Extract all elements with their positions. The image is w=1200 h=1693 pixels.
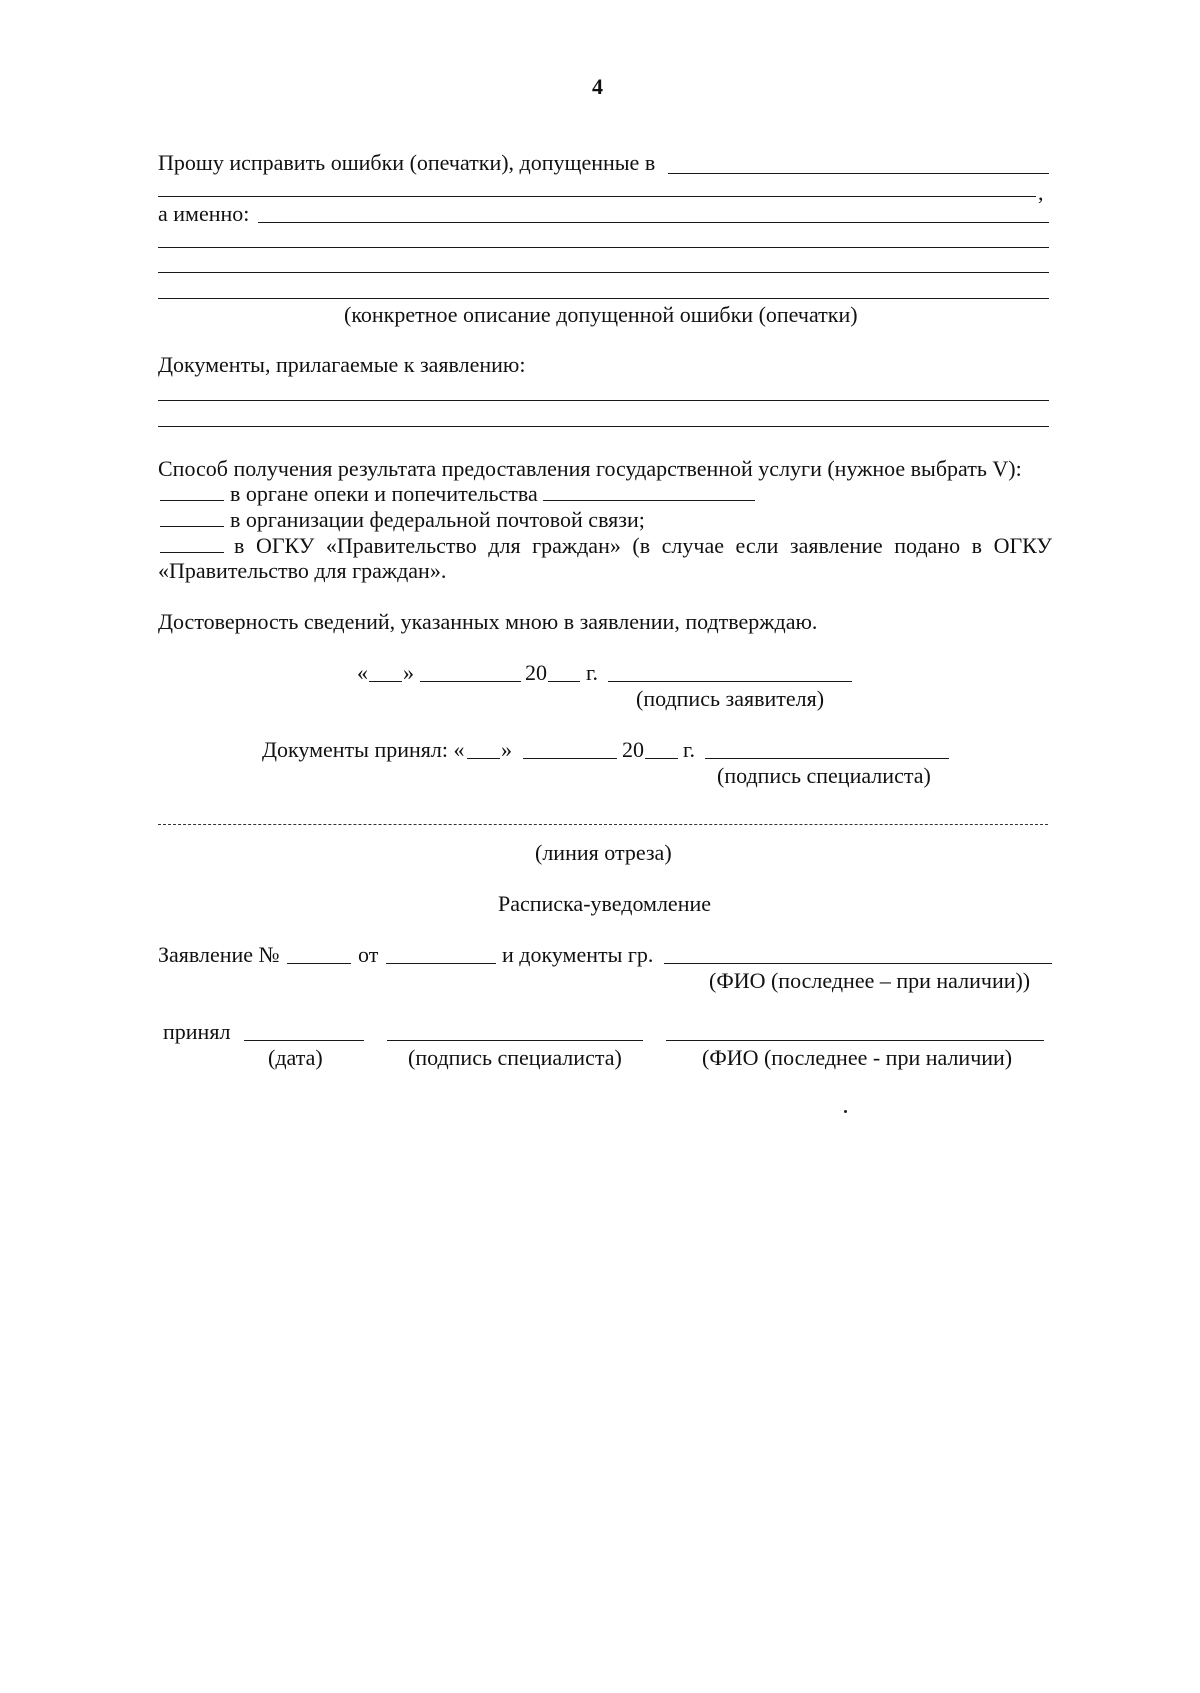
receipt-signature-field[interactable] bbox=[387, 1040, 643, 1041]
cut-line-caption: (линия отреза) bbox=[535, 840, 672, 865]
error-description-caption: (конкретное описание допущенной ошибки (опечатки) bbox=[344, 302, 858, 327]
accepted-day-field[interactable] bbox=[467, 758, 500, 759]
error-description-line4[interactable] bbox=[158, 298, 1049, 299]
receipt-docs-label: и документы гр. bbox=[502, 942, 654, 967]
method-opt2-label: в организации федеральной почтовой связи; bbox=[230, 507, 645, 532]
applicant-signature-field[interactable] bbox=[608, 681, 852, 682]
accepted-quote-close: » bbox=[501, 737, 512, 762]
specialist-signature-field[interactable] bbox=[705, 758, 949, 759]
guardianship-authority-field[interactable] bbox=[543, 500, 755, 501]
method-opt3-checkbox[interactable] bbox=[160, 552, 224, 553]
applicant-quote-open: « bbox=[357, 660, 368, 685]
receipt-fio-field[interactable] bbox=[666, 1040, 1044, 1041]
errors-in-field[interactable] bbox=[668, 173, 1049, 174]
documents-line2[interactable] bbox=[158, 426, 1049, 427]
applicant-quote-close: » bbox=[403, 660, 414, 685]
receipt-date-field[interactable] bbox=[244, 1040, 364, 1041]
receipt-statement-label: Заявление № bbox=[158, 942, 280, 967]
receipt-from-label: от bbox=[358, 942, 379, 967]
accepted-year-prefix: 20 bbox=[622, 737, 644, 762]
citizen-fio-field[interactable] bbox=[664, 963, 1052, 964]
statement-number-field[interactable] bbox=[287, 963, 351, 964]
comma: , bbox=[1038, 180, 1044, 205]
method-opt1-label: в органе опеки и попечительства bbox=[230, 481, 538, 506]
error-description-line2[interactable] bbox=[158, 247, 1049, 248]
page-number: 4 bbox=[592, 74, 603, 99]
citizen-fio-caption: (ФИО (последнее – при наличии)) bbox=[709, 968, 1031, 993]
scan-dot bbox=[844, 1110, 847, 1113]
receipt-title: Расписка-уведомление bbox=[498, 891, 712, 916]
applicant-year-prefix: 20 bbox=[525, 660, 547, 685]
documents-label: Документы, прилагаемые к заявлению: bbox=[158, 352, 526, 377]
error-description-line3[interactable] bbox=[158, 272, 1049, 273]
applicant-signature-caption: (подпись заявителя) bbox=[636, 686, 825, 711]
receipt-date-caption: (дата) bbox=[268, 1045, 323, 1070]
accepted-year-suffix: г. bbox=[683, 737, 696, 762]
accepted-label: Документы принял: « bbox=[262, 737, 465, 762]
request-text: Прошу исправить ошибки (опечатки), допущенные в bbox=[158, 150, 656, 175]
accepted-year-field[interactable] bbox=[645, 758, 678, 759]
namely-label: а именно: bbox=[158, 201, 250, 226]
documents-line1[interactable] bbox=[158, 400, 1049, 401]
receipt-fio-caption: (ФИО (последнее - при наличии) bbox=[702, 1045, 1013, 1070]
accepted-month-field[interactable] bbox=[523, 758, 617, 759]
statement-date-field[interactable] bbox=[386, 963, 496, 964]
applicant-day-field[interactable] bbox=[369, 681, 402, 682]
receipt-accepted-label: принял bbox=[163, 1019, 231, 1044]
applicant-year-field[interactable] bbox=[548, 681, 580, 682]
method-title: Способ получения результата предоставления государственной услуги (нужное выбрать V): bbox=[158, 456, 1022, 481]
method-opt3-label-line2: «Правительство для граждан». bbox=[158, 558, 447, 583]
receipt-signature-caption: (подпись специалиста) bbox=[408, 1045, 622, 1070]
applicant-month-field[interactable] bbox=[420, 681, 521, 682]
method-opt1-checkbox[interactable] bbox=[160, 500, 224, 501]
confirmation-text: Достоверность сведений, указанных мною в заявлении, подтверждаю. bbox=[158, 609, 818, 634]
method-opt3-label-line1: в ОГКУ «Правительство для граждан» (в случае если заявление подано в ОГКУ bbox=[234, 533, 1052, 558]
errors-in-field-line2[interactable] bbox=[158, 196, 1036, 197]
specialist-signature-caption: (подпись специалиста) bbox=[717, 763, 931, 788]
applicant-year-suffix: г. bbox=[586, 660, 599, 685]
cut-line bbox=[158, 824, 1048, 825]
method-opt2-checkbox[interactable] bbox=[160, 526, 224, 527]
error-description-line1[interactable] bbox=[258, 222, 1049, 223]
